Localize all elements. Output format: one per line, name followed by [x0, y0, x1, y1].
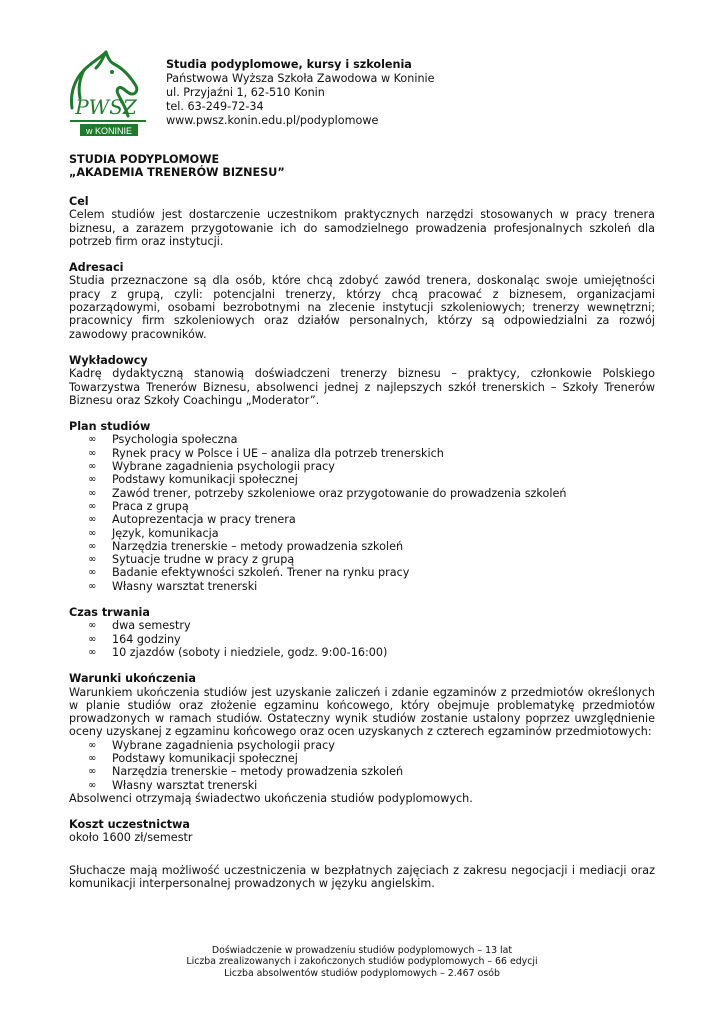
list-item: ∞ Własny warsztat trenerski	[88, 778, 258, 792]
section-text: około 1600 zł/semestr	[69, 831, 193, 845]
section-wykladowcy	[69, 354, 655, 407]
section-czas	[69, 606, 655, 659]
infinity-bullet-icon: ∞	[88, 527, 97, 539]
section-heading: Czas trwania	[69, 606, 150, 620]
infinity-bullet-icon: ∞	[88, 447, 97, 459]
section-koszt	[69, 818, 655, 845]
header-website[interactable]: www.pwsz.konin.edu.pl/podyplomowe	[166, 114, 379, 127]
section-note	[69, 864, 655, 891]
list-item: ∞ Narzędzia trenerskie – metody prowadzenia szkoleń	[88, 765, 404, 779]
doc-title-2: „AKADEMIA TRENERÓW BIZNESU”	[69, 166, 285, 179]
infinity-bullet-icon: ∞	[88, 580, 97, 592]
plan-list	[69, 433, 655, 593]
section-heading: Plan studiów	[69, 420, 151, 434]
section-adresaci	[69, 261, 655, 341]
list-item: ∞ dwa semestry	[88, 619, 191, 633]
section-text: Warunkiem ukończenia studiów jest uzyskanie zaliczeń i zdanie egzaminów z przedmiotów określonych w planie studiów oraz złożenie egzaminu końcowego, który obejmuje problematykę przedmiotów prowadzonych w ramach studiów. Ostateczny wynik studiów zostanie ustalony poprzez uwzględnienie oceny uzyskanej z egzaminu końcowego oraz ocen uzyskanych z czterech egzaminów przedmiotowych:	[69, 685, 655, 739]
list-item: ∞ 10 zjazdów (soboty i niedziele, godz. 9:00-16:00)	[88, 645, 388, 659]
infinity-bullet-icon: ∞	[88, 620, 97, 632]
header-institution: Państwowa Wyższa Szkoła Zawodowa w Koninie	[166, 72, 435, 85]
header-address: ul. Przyjaźni 1, 62-510 Konin	[166, 86, 325, 99]
section-heading: Warunki ukończenia	[69, 672, 196, 686]
list-item: ∞ 164 godziny	[88, 632, 181, 646]
footer-line-editions: Liczba zrealizowanych i zakończonych studiów podyplomowych – 66 edycji	[186, 956, 538, 968]
doc-title-1: STUDIA PODYPLOMOWE	[69, 153, 220, 166]
section-plan	[69, 420, 655, 593]
list-item: ∞ Autoprezentacja w pracy trenera	[88, 513, 296, 527]
infinity-bullet-icon: ∞	[88, 514, 97, 526]
logo-brand-text: PWSZ	[75, 95, 137, 119]
list-item: ∞ Badanie efektywności szkoleń. Trener na rynku pracy	[88, 566, 410, 580]
section-heading: Wykładowcy	[69, 353, 148, 367]
note-text: Słuchacze mają możliwość uczestniczenia w bezpłatnych zajęciach z zakresu negocjacji i mediacji oraz komunikacji interpersonalnej prowadzonych w języku angielskim.	[69, 863, 655, 891]
infinity-bullet-icon: ∞	[88, 474, 97, 486]
infinity-bullet-icon: ∞	[88, 779, 97, 791]
section-cel	[69, 195, 655, 248]
list-item: ∞ Zawód trener, potrzeby szkoleniowe oraz przygotowanie do prowadzenia szkoleń	[88, 486, 567, 500]
list-item: ∞ Narzędzia trenerskie – metody prowadzenia szkoleń	[88, 539, 404, 553]
section-text: Kadrę dydaktyczną stanowią doświadczeni trenerzy biznesu – praktycy, członkowie Polskiego Towarzystwa Trenerów Biznesu, absolwenci jednej z najlepszych szkół trenerskich – Szkoły Trenerów Biznesu oraz Szkoły Coachingu „Moderator”.	[69, 367, 655, 407]
list-item: ∞ Podstawy komunikacji społecznej	[88, 473, 298, 487]
section-heading: Koszt uczestnictwa	[69, 818, 190, 832]
infinity-bullet-icon: ∞	[88, 554, 97, 566]
horse-logo-icon	[66, 50, 152, 138]
header-title: Studia podyplomowe, kursy i szkolenia	[166, 58, 412, 71]
graduation-note: Absolwenci otrzymają świadectwo ukończenia studiów podyplomowych.	[69, 791, 473, 805]
footer-line-graduates: Liczba absolwentów studiów podyplomowych – 2.467 osób	[224, 967, 500, 979]
warunki-list	[69, 739, 655, 792]
infinity-bullet-icon: ∞	[88, 461, 97, 473]
institution-header	[166, 58, 435, 128]
infinity-bullet-icon: ∞	[88, 500, 97, 512]
section-heading: Adresaci	[69, 261, 124, 275]
document-body	[69, 153, 655, 890]
section-text: Celem studiów jest dostarczenie uczestnikom praktycznych narzędzi stosowanych w pracy trenera biznesu, a zarazem przygotowanie ich do samodzielnego prowadzenia profesjonalnych szkoleń dla potrzeb firm oraz instytucji.	[69, 208, 655, 248]
czas-list	[69, 619, 655, 659]
list-item: ∞ Język, komunikacja	[88, 526, 219, 540]
list-item: ∞ Wybrane zagadnienia psychologii pracy	[88, 738, 335, 752]
page-footer	[0, 945, 724, 979]
footer-line-experience: Doświadczenie w prowadzeniu studiów podyplomowych – 13 lat	[211, 945, 513, 956]
list-item: ∞ Własny warsztat trenerski	[88, 579, 258, 593]
infinity-bullet-icon: ∞	[88, 766, 97, 778]
infinity-bullet-icon: ∞	[88, 567, 97, 579]
infinity-bullet-icon: ∞	[88, 540, 97, 552]
pwsz-logo	[66, 50, 152, 138]
infinity-bullet-icon: ∞	[88, 739, 97, 751]
list-item: ∞ Praca z grupą	[88, 499, 189, 513]
infinity-bullet-icon: ∞	[88, 752, 97, 764]
section-heading: Cel	[69, 195, 89, 208]
logo-sub-text: w KONINIE	[85, 126, 133, 136]
infinity-bullet-icon: ∞	[88, 646, 97, 658]
list-item: ∞ Rynek pracy w Polsce i UE – analiza dla potrzeb trenerskich	[88, 446, 444, 460]
header-phone: tel. 63-249-72-34	[166, 100, 264, 113]
list-item: ∞ Wybrane zagadnienia psychologii pracy	[88, 460, 335, 474]
section-text: Studia przeznaczone są dla osób, które chcą zdobyć zawód trenera, doskonaląc swoje umiejętności pracy z grupą, czyli: potencjalni trenerzy, którzy chcą pracować z biznesem, organizacjami pozarządowymi, osobami bezrobotnymi na zlecenie instytucji szkoleniowych; trenerzy wewnętrzni; pracownicy firm szkoleniowych oraz działów personalnych, którzy są odpowiedzialni za rozwój zawodowy pracowników.	[69, 274, 655, 341]
list-item: ∞ Podstawy komunikacji społecznej	[88, 751, 298, 765]
list-item: ∞ Sytuacje trudne w pracy z grupą	[88, 553, 295, 567]
section-warunki	[69, 672, 655, 805]
infinity-bullet-icon: ∞	[88, 633, 97, 645]
infinity-bullet-icon: ∞	[88, 487, 97, 499]
list-item: ∞ Psychologia społeczna	[88, 433, 238, 447]
infinity-bullet-icon: ∞	[88, 434, 97, 446]
